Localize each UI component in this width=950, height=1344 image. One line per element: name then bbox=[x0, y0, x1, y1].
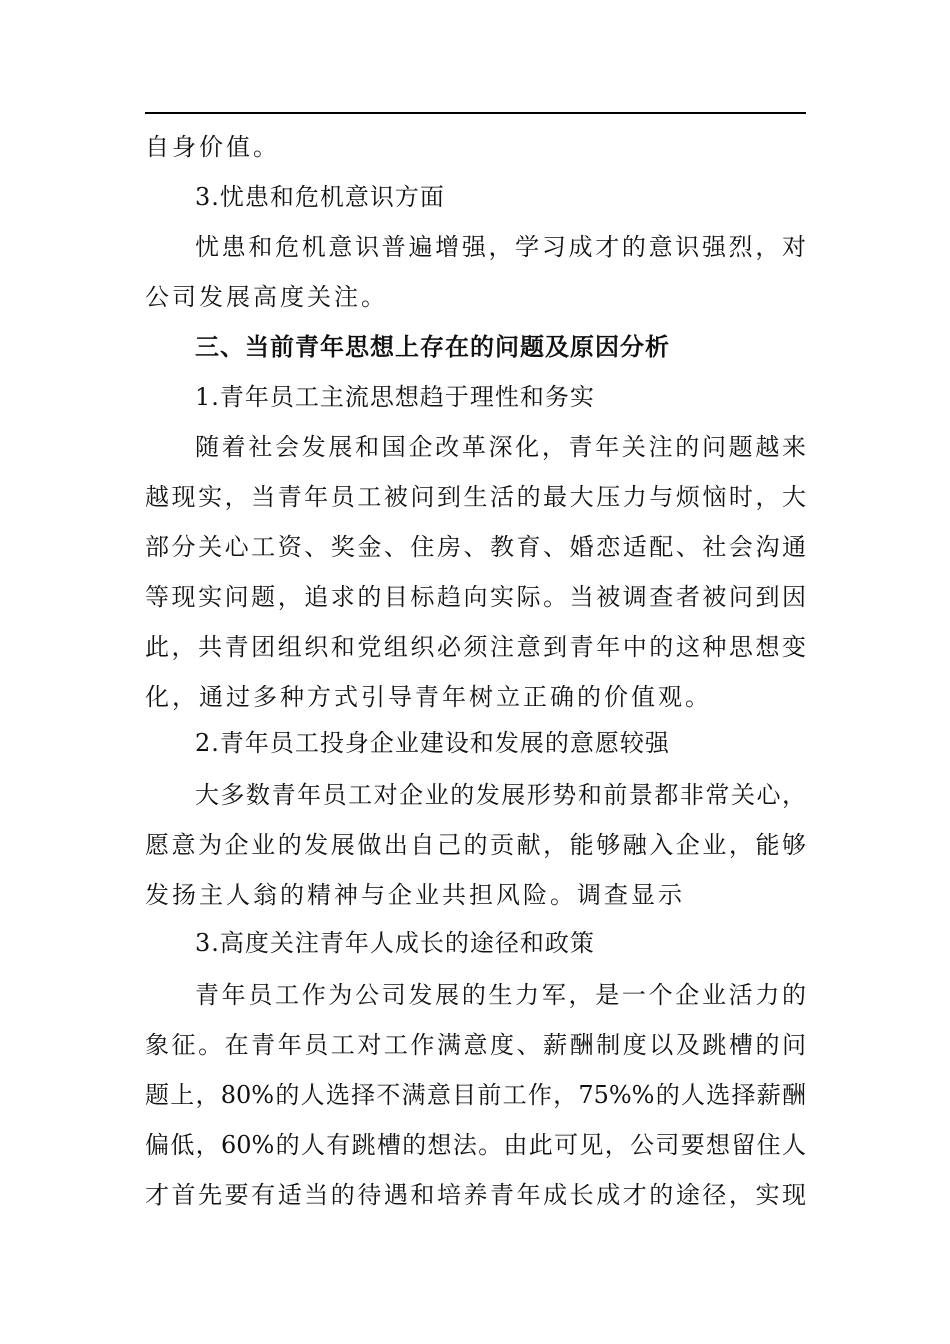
section-heading: 三、当前青年思想上存在的问题及原因分析 bbox=[195, 333, 670, 361]
text-line: 愿意为企业的发展做出自己的贡献，能够融入企业，能够 bbox=[145, 831, 806, 859]
text-line: 自身价值。 bbox=[145, 133, 280, 161]
text-line: 化，通过多种方式引导青年树立正确的价值观。 bbox=[145, 683, 712, 711]
text-line: 大多数青年员工对企业的发展形势和前景都非常关心， bbox=[195, 781, 806, 809]
text-line: 象征。在青年员工对工作满意度、薪酬制度以及跳槽的问 bbox=[145, 1031, 806, 1059]
text-line: 越现实，当青年员工被问到生活的最大压力与烦恼时，大 bbox=[145, 483, 806, 511]
text-line: 忧患和危机意识普遍增强，学习成才的意识强烈，对 bbox=[195, 233, 806, 261]
text-line: 随着社会发展和国企改革深化，青年关注的问题越来 bbox=[195, 433, 806, 461]
text-line: 青年员工作为公司发展的生力军，是一个企业活力的 bbox=[195, 981, 806, 1009]
section-subheading: 3.高度关注青年人成长的途径和政策 bbox=[195, 929, 595, 957]
text-line: 等现实问题，追求的目标趋向实际。当被调查者被问到因 bbox=[145, 583, 806, 611]
text-line: 题上，80%的人选择不满意目前工作，75%%的人选择薪酬 bbox=[145, 1081, 806, 1109]
text-line: 发扬主人翁的精神与企业共担风险。调查显示 bbox=[145, 881, 685, 909]
text-line: 部分关心工资、奖金、住房、教育、婚恋适配、社会沟通 bbox=[145, 533, 806, 561]
header-rule bbox=[145, 112, 806, 114]
text-line: 此，共青团组织和党组织必须注意到青年中的这种思想变 bbox=[145, 633, 806, 661]
section-subheading: 3.忧患和危机意识方面 bbox=[195, 183, 445, 211]
text-line: 公司发展高度关注。 bbox=[145, 283, 388, 311]
text-line: 才首先要有适当的待遇和培养青年成长成才的途径，实现 bbox=[145, 1181, 806, 1209]
section-subheading: 2.青年员工投身企业建设和发展的意愿较强 bbox=[195, 729, 670, 757]
text-line: 偏低，60%的人有跳槽的想法。由此可见，公司要想留住人 bbox=[145, 1131, 806, 1159]
section-subheading: 1.青年员工主流思想趋于理性和务实 bbox=[195, 383, 595, 411]
